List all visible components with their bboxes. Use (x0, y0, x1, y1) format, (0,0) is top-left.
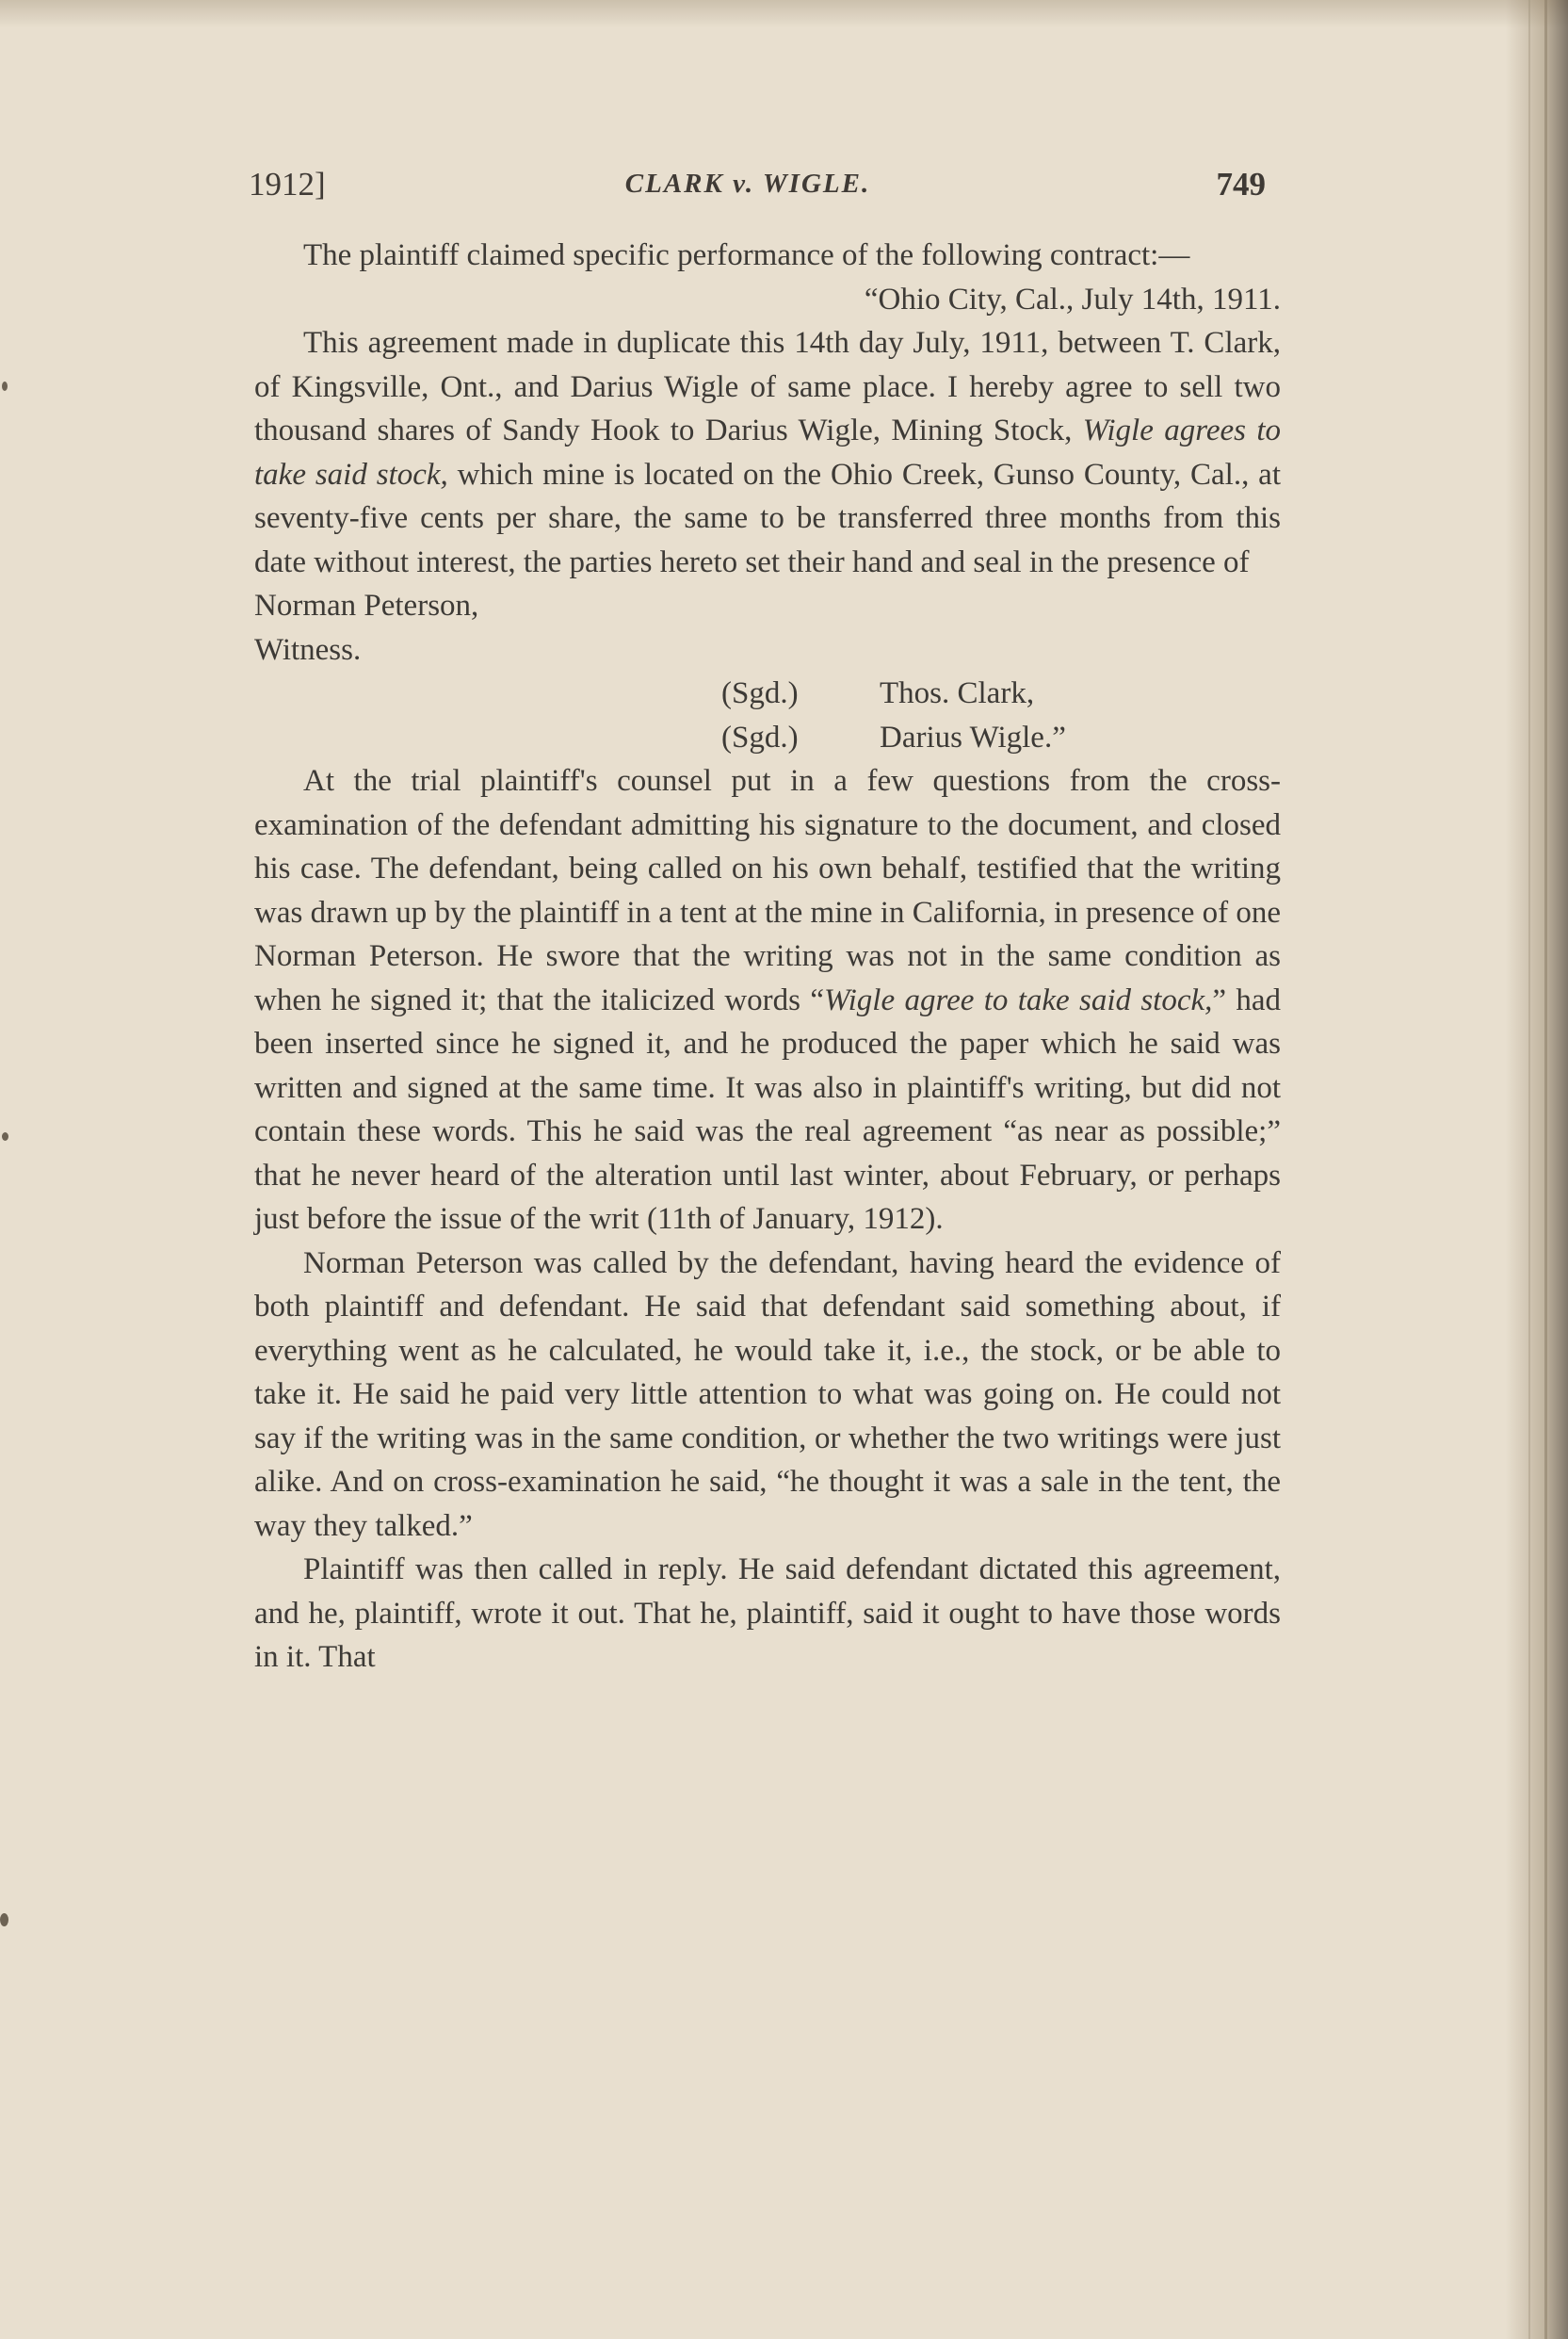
page-edge-shadow (1544, 0, 1547, 2339)
witness-name: Norman Peterson, (254, 589, 479, 623)
signature-mark: (Sgd.) (721, 720, 799, 755)
agreement-text-1: This agreement made in duplicate this 14th day July, 1911, between T. Clark, of Kingsville, Ont., and Darius Wigle of same place. I hereby agree to sell two thousand shares of Sandy Hook to Darius Wigle, Mining Stock, (254, 326, 1281, 447)
agreement-italic-insert: Wigle agrees to take said stock, (254, 414, 1282, 492)
paragraph-plaintiff-reply: Plaintiff was then called in reply. He said defendant dictated this agreement, and he, plaintiff, wrote it out. That he, plaintiff, said it ought to have those words in it. That (254, 1552, 1281, 1674)
margin-ink-speck (0, 1913, 8, 1926)
trial-text-1: At the trial plaintiff's counsel put in a few questions from the cross-examination of the defendant admitting his signature to the document, and closed his case. The defendant, being called on his own behalf, testified that the writing was drawn up by the plaintiff in a tent at the mine in California, in presence of one Norman Peterson. He swore that the writing was not in the same condition as when he signed it; that the italicized words “ (254, 764, 1281, 1017)
page-body (254, 234, 1281, 1680)
agreement-text-2: which mine is located on the Ohio Creek, Gunso County, Cal., at seventy-five cents per share, the same to be transferred three months from this date without interest, the parties hereto set their hand and seal in the presence of (254, 457, 1281, 579)
signature-row-clark (721, 672, 1281, 716)
signature-row-wigle (721, 716, 1281, 760)
page-number: 749 (1216, 166, 1266, 203)
trial-italic-quote: Wigle agree to take said stock, (823, 983, 1213, 1017)
signature-name: Thos. Clark, (880, 676, 1035, 710)
paragraph-peterson-testimony: Norman Peterson was called by the defendant, having heard the evidence of both plaintiff and defendant. He said that defendant said something about, if everything went as he calculated, he would take it, i.e., the stock, or be able to take it. He said he paid very little attention to what was going on. He could not say if the writing was in the same condition, or whether the two writings were just alike. And on cross-examination he said, “he thought it was a sale in the tent, the way they talked.” (254, 1245, 1281, 1543)
trial-text-2: ” had been inserted since he signed it, and he produced the paper which he said was written and signed at the same time. It was also in plaintiff's writing, but did not contain these words. This he said was the real agreement “as near as possible;” that he never heard of the alteration until last winter, about February, or perhaps just before the issue of the writ (11th of January, 1912). (254, 983, 1282, 1236)
signature-mark: (Sgd.) (721, 676, 799, 710)
header-year: 1912] (249, 166, 326, 203)
margin-ink-speck (2, 382, 8, 391)
paragraph-contract-intro: The plaintiff claimed specific performance of the following contract:— (303, 238, 1190, 272)
header-case-title: CLARK v. WIGLE. (624, 169, 871, 199)
paragraph-agreement (254, 321, 1281, 584)
page-edge-shadow-inner (1528, 0, 1530, 2339)
contract-dateline: “Ohio City, Cal., July 14th, 1911. (864, 282, 1281, 317)
signature-name: Darius Wigle.” (880, 720, 1066, 755)
running-header (249, 166, 1266, 211)
paragraph-trial (254, 759, 1281, 1242)
margin-ink-speck (2, 1132, 8, 1141)
signature-block (721, 672, 1281, 759)
witness-label: Witness. (254, 632, 362, 667)
